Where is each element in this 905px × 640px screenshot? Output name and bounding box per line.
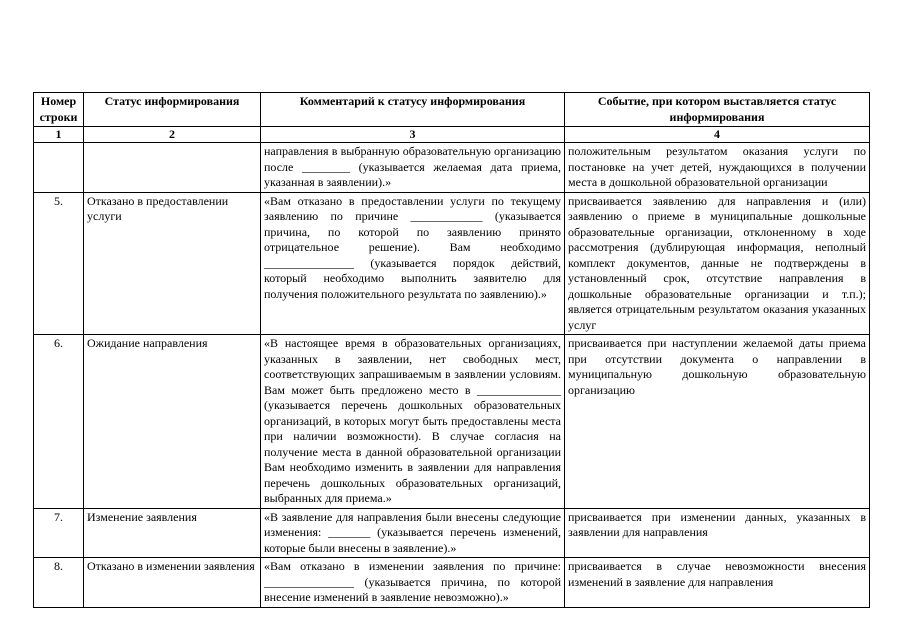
header-event: Событие, при котором выставляется статус информирования <box>565 93 870 127</box>
row-comment: «Вам отказано в изменении заявления по причине: _______________ (указывается причина, по которой внесение изменений в заявление невозможно).» <box>261 558 565 608</box>
header-status: Статус информирования <box>84 93 261 127</box>
row-event: присваивается при наступлении желаемой даты приема при отсутствии документа о направлении в муниципальную дошкольную образовательную организацию <box>565 335 870 509</box>
table-row <box>34 508 870 558</box>
header-row-number: Номер строки <box>34 93 84 127</box>
row-event: положительным результатом оказания услуги по постановке на учет детей, нуждающихся в получении места в дошкольной образовательной организации <box>565 143 870 193</box>
row-comment: «В заявление для направления были внесены следующие изменения: _______ (указывается перечень изменений, которые были внесены в заявление).» <box>261 508 565 558</box>
header-comment: Комментарий к статусу информирования <box>261 93 565 127</box>
row-event: присваивается заявлению для направления и (или) заявлению о приеме в муниципальные дошкольные образовательные организации, отклоненному в ходе рассмотрения (дублирующая информация, неполный комплект документов, данные не подтверждены в установленный срок, отсутствие направления в дошкольные образовательные организации и т.п.); является отрицательным результатом оказания указанных услуг <box>565 192 870 335</box>
column-number-row <box>34 127 870 143</box>
row-number: 8. <box>34 558 84 608</box>
column-number: 2 <box>84 127 261 143</box>
row-comment: «В настоящее время в образовательных организациях, указанных в заявлении, нет свободных мест, соответствующих запрашиваемым в заявлении условиям. Вам может быть предложено место в ______________ (указывается перечень дошкольных образовательных организаций, в которых могут быть предоставлены места при наличии возможности). В случае согласия на получение места в данной образовательной организации Вам необходимо изменить в заявлении для направления перечень дошкольных образовательных организаций, выбранных для приема.» <box>261 335 565 509</box>
column-number: 3 <box>261 127 565 143</box>
row-event: присваивается в случае невозможности внесения изменений в заявление для направления <box>565 558 870 608</box>
row-number <box>34 143 84 193</box>
row-number: 5. <box>34 192 84 335</box>
table-row <box>34 558 870 608</box>
header-row <box>34 93 870 127</box>
column-number: 4 <box>565 127 870 143</box>
row-status: Отказано в изменении заявления <box>84 558 261 608</box>
row-status: Отказано в предоставлении услуги <box>84 192 261 335</box>
column-number: 1 <box>34 127 84 143</box>
table-row <box>34 192 870 335</box>
table-row <box>34 143 870 193</box>
table-row <box>34 335 870 509</box>
row-comment: направления в выбранную образовательную организацию после ________ (указывается желаемая дата приема, указанная в заявлении).» <box>261 143 565 193</box>
row-status: Изменение заявления <box>84 508 261 558</box>
row-status <box>84 143 261 193</box>
row-comment: «Вам отказано в предоставлении услуги по текущему заявлению по причине ____________ (указывается причина, по которой по заявлению принято отрицательное решение). Вам необходимо _______________ (указывается порядок действий, который необходимо выполнить заявителю для получения положительного результата по заявлению).» <box>261 192 565 335</box>
row-number: 7. <box>34 508 84 558</box>
row-event: присваивается при изменении данных, указанных в заявлении для направления <box>565 508 870 558</box>
row-status: Ожидание направления <box>84 335 261 509</box>
status-table <box>33 92 870 608</box>
row-number: 6. <box>34 335 84 509</box>
